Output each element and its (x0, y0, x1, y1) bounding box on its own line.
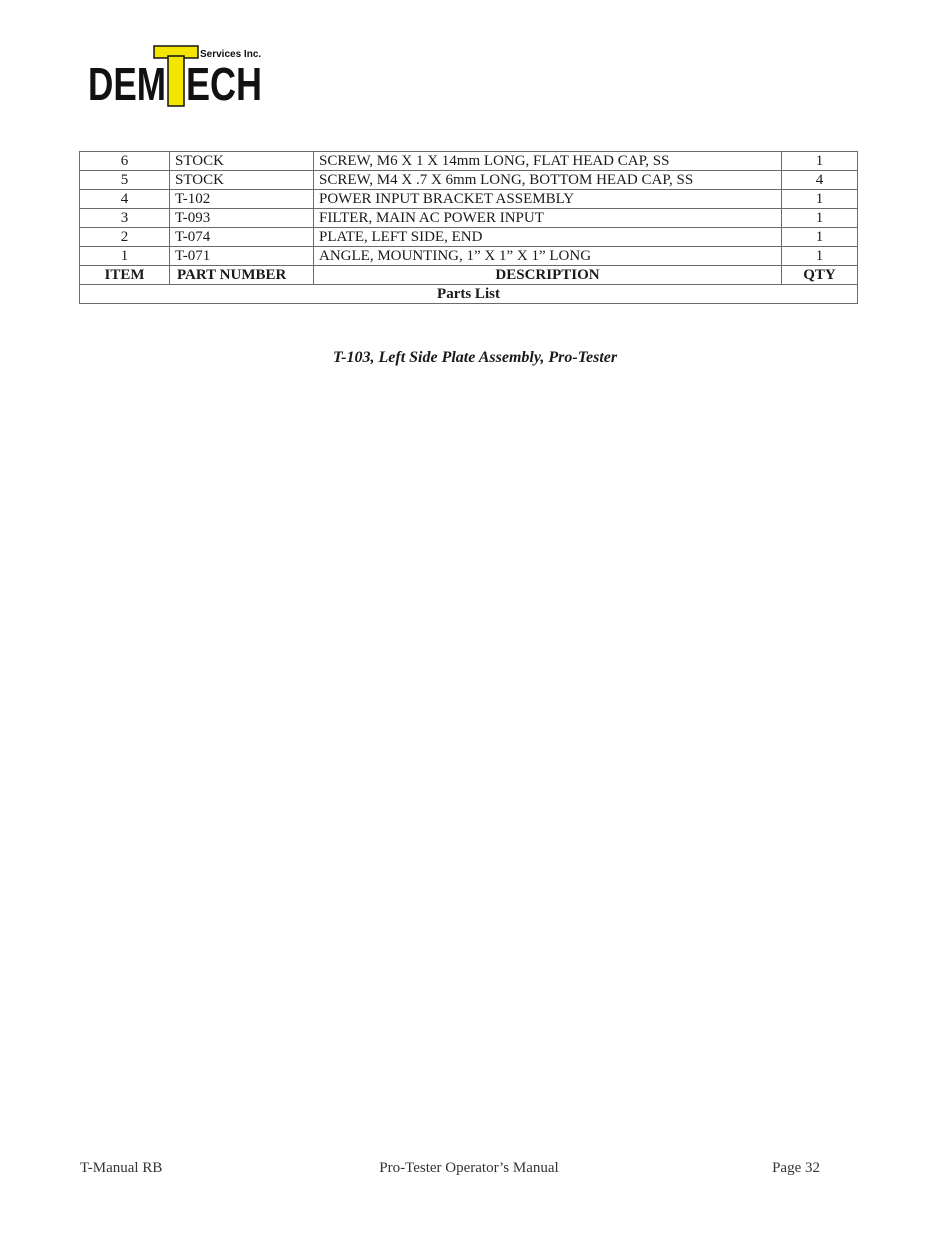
description-cell: FILTER, MAIN AC POWER INPUT (314, 209, 782, 228)
table-header-row (80, 266, 858, 285)
svg-text:DEM: DEM (88, 58, 166, 110)
description-cell: ANGLE, MOUNTING, 1” X 1” X 1” LONG (314, 247, 782, 266)
description-cell: PLATE, LEFT SIDE, END (314, 228, 782, 247)
description-header: DESCRIPTION (314, 266, 782, 285)
item-cell: 4 (80, 190, 170, 209)
qty-cell: 1 (782, 152, 858, 171)
qty-header: QTY (782, 266, 858, 285)
item-cell: 6 (80, 152, 170, 171)
item-cell: 2 (80, 228, 170, 247)
demtech-logo (86, 42, 266, 108)
assembly-title: T-103, Left Side Plate Assembly, Pro-Tester (332, 349, 618, 366)
table-row (80, 247, 858, 266)
part-number-header: PART NUMBER (170, 266, 314, 285)
table-caption-row (80, 285, 858, 304)
item-header: ITEM (80, 266, 170, 285)
part-number-cell: T-093 (170, 209, 314, 228)
description-cell: SCREW, M4 X .7 X 6mm LONG, BOTTOM HEAD CAP, SS (314, 171, 782, 190)
qty-cell: 1 (782, 209, 858, 228)
svg-text:ECH: ECH (186, 58, 262, 110)
svg-text:Services Inc.: Services Inc. (200, 49, 262, 60)
qty-cell: 4 (782, 171, 858, 190)
table-row (80, 228, 858, 247)
footer-manual-code: T-Manual RB (80, 1160, 163, 1176)
part-number-cell: T-074 (170, 228, 314, 247)
part-number-cell: STOCK (170, 171, 314, 190)
item-cell: 5 (80, 171, 170, 190)
description-cell: SCREW, M6 X 1 X 14mm LONG, FLAT HEAD CAP, SS (314, 152, 782, 171)
qty-cell: 1 (782, 190, 858, 209)
table-caption: Parts List (80, 285, 858, 304)
table-row (80, 209, 858, 228)
table-row (80, 171, 858, 190)
item-cell: 3 (80, 209, 170, 228)
parts-table (79, 151, 858, 304)
qty-cell: 1 (782, 247, 858, 266)
part-number-cell: T-102 (170, 190, 314, 209)
part-number-cell: T-071 (170, 247, 314, 266)
item-cell: 1 (80, 247, 170, 266)
table-row (80, 152, 858, 171)
description-cell: POWER INPUT BRACKET ASSEMBLY (314, 190, 782, 209)
qty-cell: 1 (782, 228, 858, 247)
table-row (80, 190, 858, 209)
footer-manual-title: Pro-Tester Operator’s Manual (379, 1160, 559, 1176)
footer-page-number: Page 32 (772, 1160, 820, 1176)
part-number-cell: STOCK (170, 152, 314, 171)
